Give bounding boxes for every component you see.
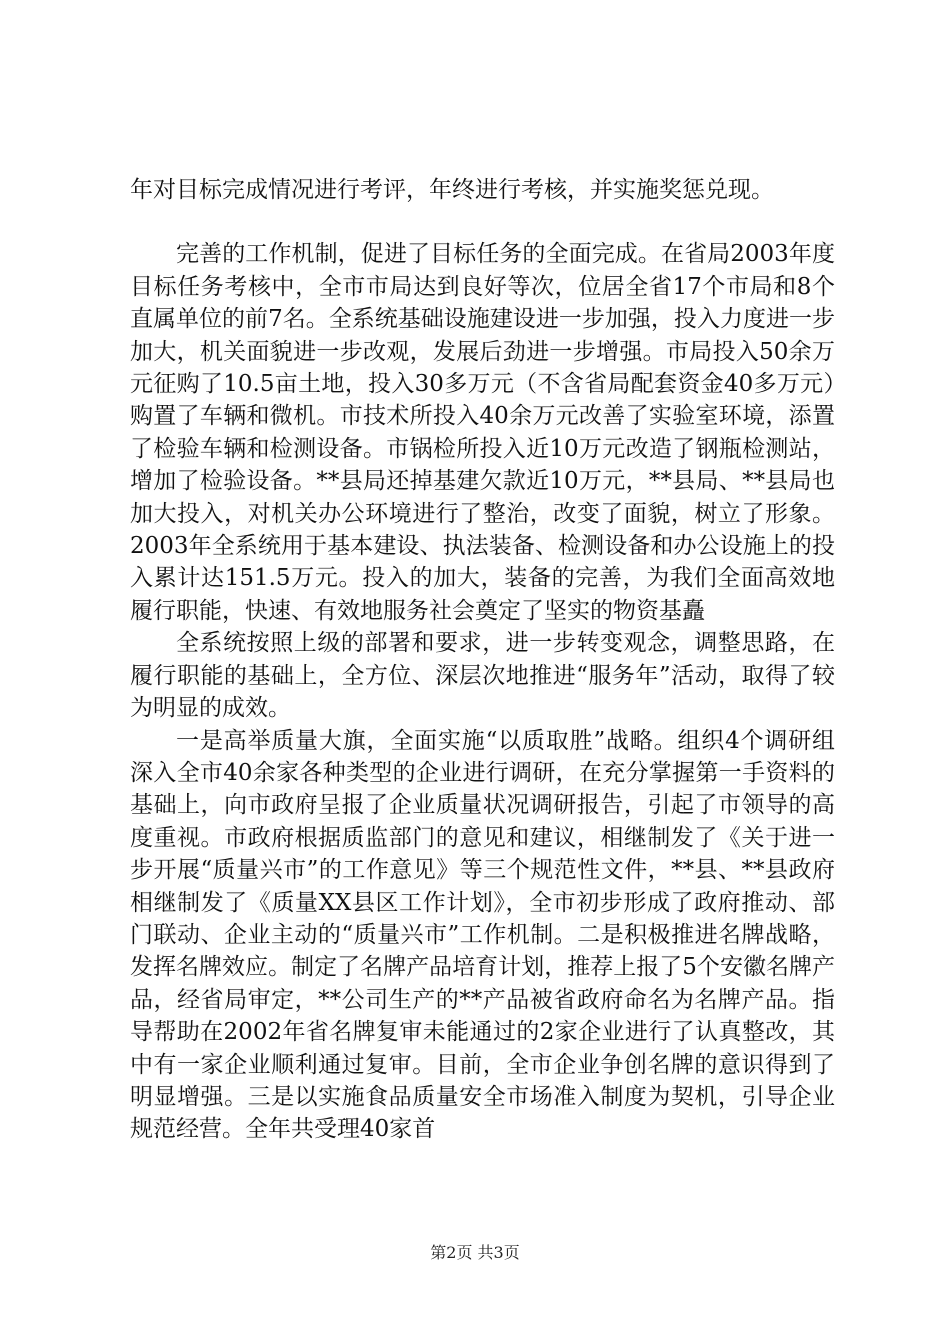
- paragraph-work-mechanism: 完善的工作机制，促进了目标任务的全面完成。在省局2003年度目标任务考核中，全市市局达到良好等次，位居全省17个市局和8个直属单位的前7名。全系统基础设施建设进一步加强，投入力度进一步加大，机关面貌进一步改观，发展后劲进一步增强。市局投入50余万元征购了10.5亩土地，投入30多万元（不含省局配套资金40多万元）购置了车辆和微机。市技术所投入40余万元改善了实验室环境，添置了检验车辆和检测设备。市锅检所投入近10万元改造了钢瓶检测站，增加了检验设备。**县局还掉基建欠款近10万元，**县局、**县局也加大投入，对机关办公环境进行了整治，改变了面貌，树立了形象。2003年全系统用于基本建设、执法装备、检测设备和办公设施上的投入累计达151.5万元。投入的加大，装备的完善，为我们全面高效地履行职能，快速、有效地服务社会奠定了坚实的物资基矗: [130, 241, 835, 624]
- document-body: [130, 174, 835, 1146]
- page-footer: 第2页 共3页: [430, 1243, 520, 1262]
- paragraph-service-year: 全系统按照上级的部署和要求，进一步转变观念，调整思路，在履行职能的基础上，全方位、深层次地推进“服务年”活动，取得了较为明显的成效。: [130, 630, 835, 722]
- paragraph-continuation: 年对目标完成情况进行考评，年终进行考核，并实施奖惩兑现。: [130, 177, 774, 203]
- paragraph-quality-strategy: 一是高举质量大旗，全面实施“以质取胜”战略。组织4个调研组深入全市40余家各种类型的企业进行调研，在充分掌握第一手资料的基础上，向市政府呈报了企业质量状况调研报告，引起了市领导的高度重视。市政府根据质监部门的意见和建议，相继制发了《关于进一步开展“质量兴市”的工作意见》等三个规范性文件，**县、**县政府相继制发了《质量XX县区工作计划》，全市初步形成了政府推动、部门联动、企业主动的“质量兴市”工作机制。二是积极推进名牌战略，发挥名牌效应。制定了名牌产品培育计划，推荐上报了5个安徽名牌产品，经省局审定，**公司生产的**产品被省政府命名为名牌产品。指导帮助在2002年省名牌复审未能通过的2家企业进行了认真整改，其中有一家企业顺利通过复审。目前，全市企业争创名牌的意识得到了明显增强。三是以实施食品质量安全市场准入制度为契机，引导企业规范经营。全年共受理40家首: [130, 727, 835, 1143]
